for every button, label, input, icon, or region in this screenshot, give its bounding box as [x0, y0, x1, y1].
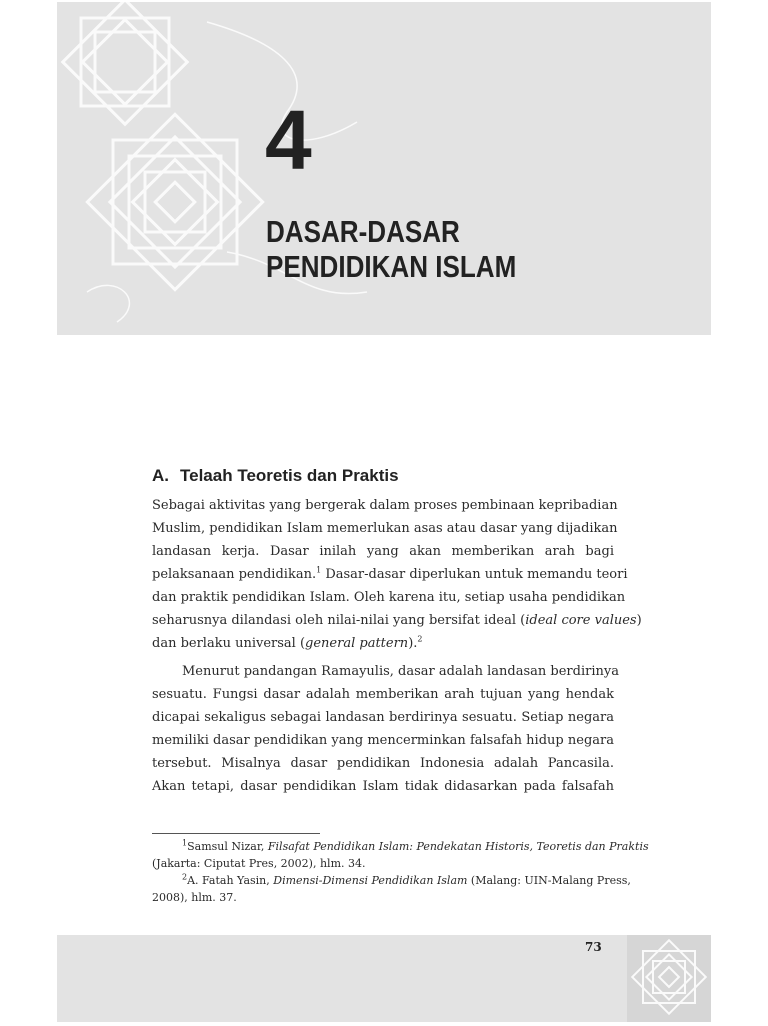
text-line: dicapai sekaligus sebagai landasan berdirinya sesuatu. Setiap negara [152, 710, 614, 725]
text-line: sesuatu. Fungsi dasar adalah memberikan arah tujuan yang hendak [152, 687, 614, 702]
footnote-italic: Dimensi-Dimensi Pendidikan Islam [273, 874, 468, 887]
text-italic: general pattern [305, 636, 409, 651]
footnote-2 [152, 872, 631, 889]
footer-band [57, 935, 711, 1022]
footnote-1 [152, 838, 649, 855]
text-line: Akan tetapi, dasar pendidikan Islam tidak didasarkan pada falsafah [152, 779, 614, 794]
paragraph-1 [152, 494, 642, 655]
footnote-ref-2: 2 [417, 634, 423, 644]
footnote-ref-1: 1 [316, 565, 322, 575]
islamic-star-ornament-icon [57, 2, 387, 335]
islamic-star-ornament-icon [627, 935, 711, 1022]
footnote-2-cont: 2008), hlm. 37. [152, 891, 237, 904]
footnote-text: A. Fatah Yasin, [187, 874, 274, 887]
text-run: seharusnya dilandasi oleh nilai-nilai yang bersifat ideal ( [152, 613, 526, 628]
section-title: Telaah Teoretis dan Praktis [180, 466, 399, 485]
text-line: Menurut pandangan Ramayulis, dasar adalah landasan berdirinya [182, 664, 619, 679]
text-line: memiliki dasar pendidikan yang mencerminkan falsafah hidup negara [152, 733, 614, 748]
footnote-number: 2 [182, 872, 188, 882]
text-run: ) [636, 613, 642, 628]
text-line [152, 563, 628, 586]
footnotes [152, 838, 649, 906]
page-number: 73 [585, 940, 602, 954]
section-letter: A. [152, 466, 169, 485]
text-run: ). [408, 636, 418, 651]
text-line: dan praktik pendidikan Islam. Oleh karena itu, setiap usaha pendidikan [152, 590, 626, 605]
chapter-title-line-2: PENDIDIKAN ISLAM [266, 249, 517, 284]
chapter-number: 4 [265, 93, 310, 187]
footnote-text: (Malang: UIN-Malang Press, [467, 874, 631, 887]
footnote-text: Samsul Nizar, [187, 840, 268, 853]
footnote-italic: Filsafat Pendidikan Islam: Pendekatan Historis, Teoretis dan Praktis [267, 840, 649, 853]
chapter-header-band [57, 2, 711, 335]
text-italic: ideal core values [525, 613, 637, 628]
text-run: Dasar-dasar diperlukan untuk memandu teori [321, 567, 628, 582]
text-line: landasan kerja. Dasar inilah yang akan memberikan arah bagi [152, 544, 614, 559]
text-run: dan berlaku universal ( [152, 636, 306, 651]
chapter-title [266, 214, 516, 284]
footnote-divider [152, 833, 320, 834]
text-line: Muslim, pendidikan Islam memerlukan asas atau dasar yang dijadikan [152, 521, 618, 536]
text-run: pelaksanaan pendidikan. [152, 567, 317, 582]
footnote-number: 1 [182, 838, 188, 848]
text-line: Sebagai aktivitas yang bergerak dalam proses pembinaan kepribadian [152, 498, 618, 513]
section-heading [152, 466, 399, 486]
footnote-1-cont: (Jakarta: Ciputat Pres, 2002), hlm. 34. [152, 857, 366, 870]
paragraph-2 [152, 660, 619, 798]
chapter-title-line-1: DASAR-DASAR [266, 214, 460, 249]
text-line [152, 632, 614, 655]
footer-ornament [627, 935, 711, 1022]
text-line: tersebut. Misalnya dasar pendidikan Indonesia adalah Pancasila. [152, 756, 614, 771]
text-line [152, 609, 642, 632]
